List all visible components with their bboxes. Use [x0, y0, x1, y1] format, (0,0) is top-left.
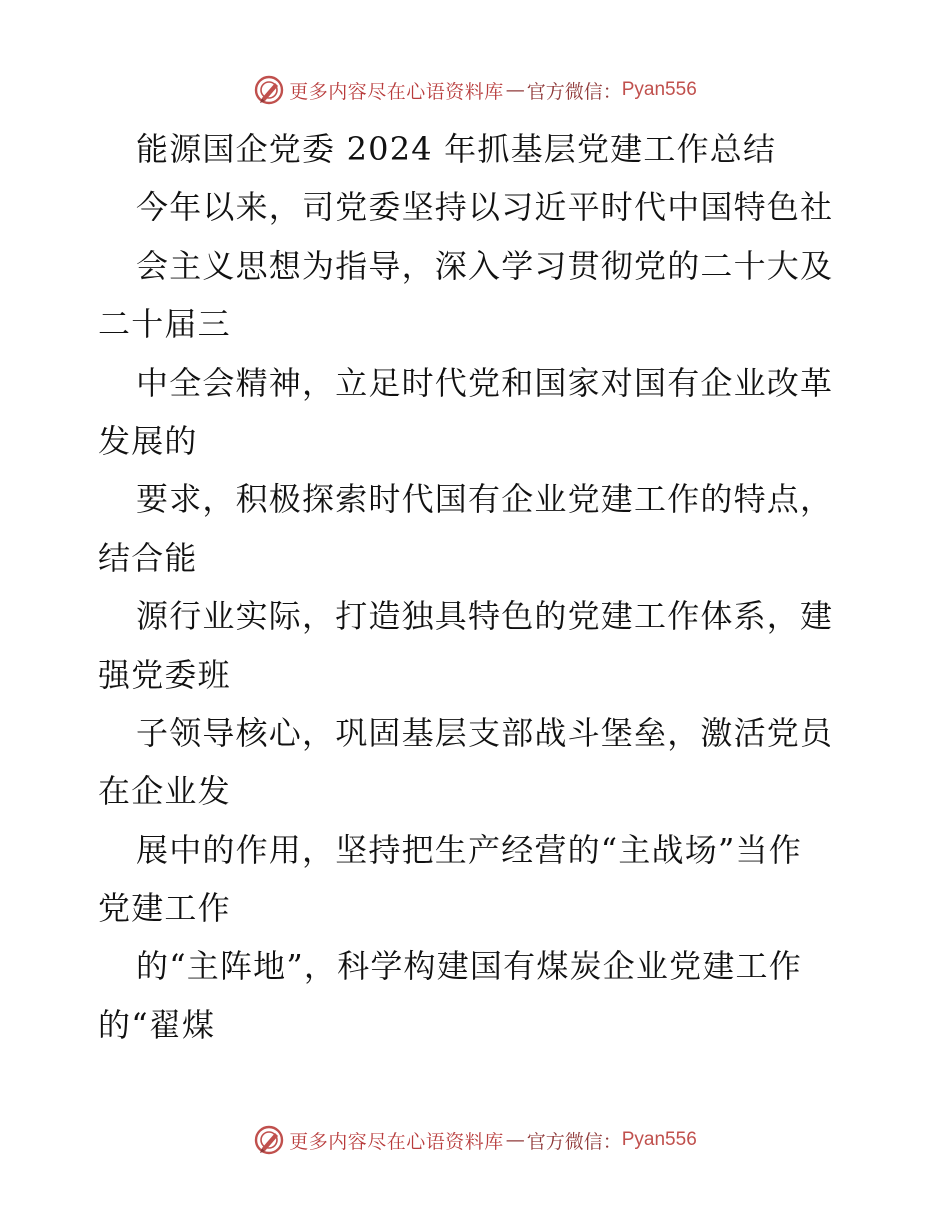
banner-site-text: 更多内容尽在心语资料库 [289, 80, 504, 103]
text-line: 展中的作用，坚持把生产经营的“主战场”当作 [136, 830, 802, 869]
text-line: 会主义思想为指导，深入学习贯彻党的二十大及 [136, 246, 834, 285]
text-line: 在企业发 [98, 772, 231, 811]
text-line: 子领导核心，巩固基层支部战斗堡垒，激活党员 [136, 713, 834, 752]
pen-logo-icon [253, 1124, 285, 1156]
header-watermark-banner [0, 70, 950, 110]
text-line: 强党委班 [98, 655, 231, 694]
text-line: 党建工作 [98, 889, 231, 928]
banner-separator: — [505, 79, 525, 101]
text-line: 的“主阵地”，科学构建国有煤炭企业党建工作 [136, 947, 802, 986]
document-body [98, 126, 858, 1060]
footer-watermark-banner [0, 1120, 950, 1160]
banner-wechat-label: 官方微信： [526, 1130, 622, 1153]
text-line: 源行业实际，打造独具特色的党建工作体系，建 [136, 597, 834, 636]
banner-site-text: 更多内容尽在心语资料库 [289, 1130, 504, 1153]
text-line: 今年以来，司党委坚持以习近平时代中国特色社 [136, 188, 834, 227]
document-title: 能源国企党委 2024 年抓基层党建工作总结 [136, 130, 777, 168]
banner-separator: — [505, 1129, 525, 1151]
text-line: 中全会精神，立足时代党和国家对国有企业改革 [136, 363, 834, 402]
pen-logo-icon [253, 74, 285, 106]
banner-wechat-id: Pyan556 [621, 79, 697, 100]
text-line: 结合能 [98, 538, 198, 577]
text-line: 的“翟煤 [98, 1005, 216, 1044]
text-line: 二十届三 [98, 305, 231, 344]
banner-wechat-label: 官方微信： [526, 80, 622, 103]
text-line: 发展的 [98, 421, 198, 460]
banner-wechat-id: Pyan556 [621, 1129, 697, 1150]
text-line: 要求，积极探索时代国有企业党建工作的特点， [136, 480, 834, 519]
